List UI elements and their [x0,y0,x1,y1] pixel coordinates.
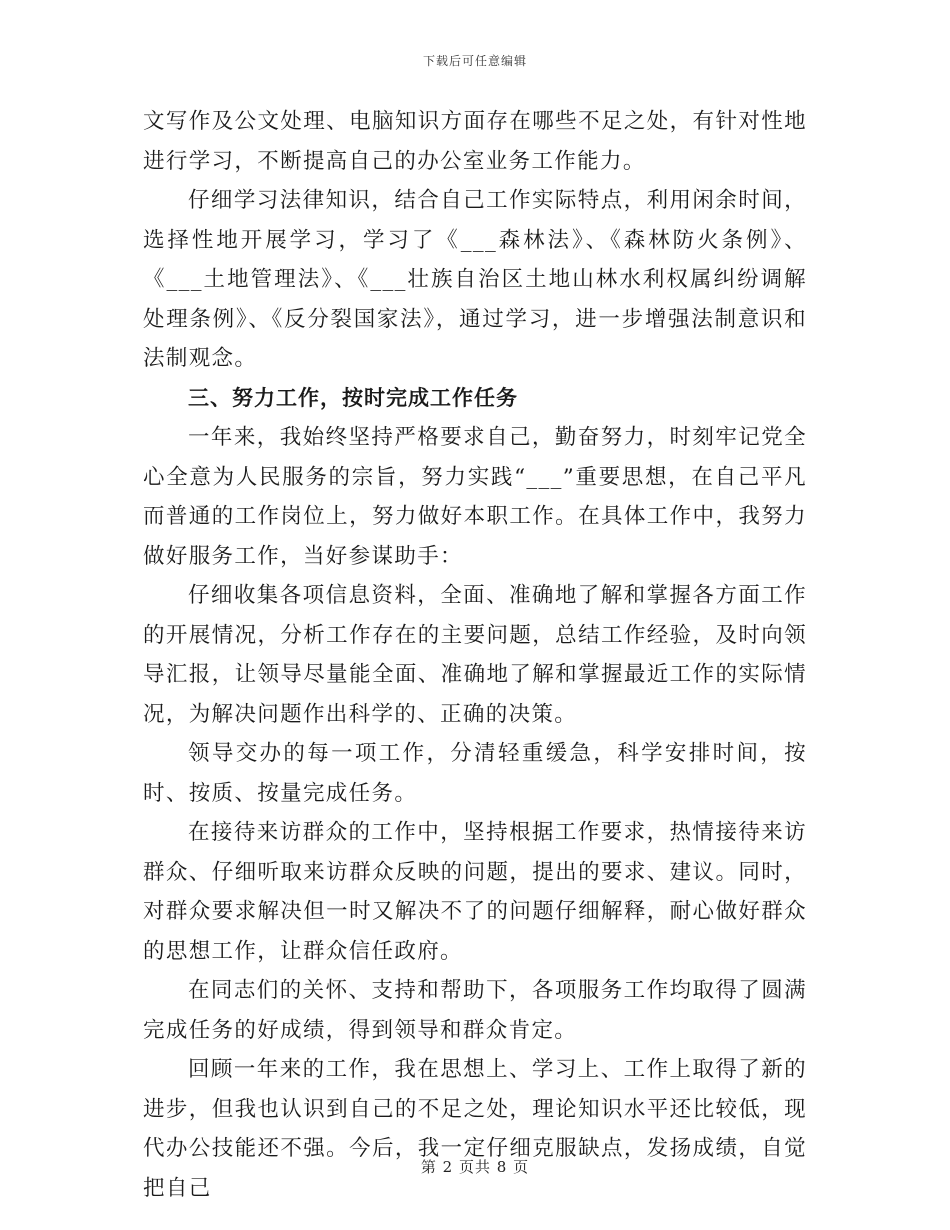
page-footer: 第 2 页共 8 页 [420,1158,530,1176]
paragraph-review: 回顾一年来的工作，我在思想上、学习上、工作上取得了新的进步，但我也认识到自己的不足之处，理论知识水平还比较低，现代办公技能还不强。今后，我一定仔细克服缺点，发扬成绩，自觉把自己 [143,1057,807,1201]
paragraph-achievements: 在同志们的关怀、支持和帮助下，各项服务工作均取得了圆满完成任务的好成绩，得到领导和群众肯定。 [143,978,807,1043]
paragraph-continuation: 文写作及公文处理、电脑知识方面存在哪些不足之处，有针对性地进行学习，不断提高自己的办公室业务工作能力。 [143,109,807,174]
paragraph-work-attitude: 一年来，我始终坚持严格要求自己，勤奋努力，时刻牢记党全心全意为人民服务的宗旨，努力实践“___”重要思想，在自己平凡而普通的工作岗位上，努力做好本职工作。在具体工作中，我努力做好服务工作，当好参谋助手： [143,425,807,569]
paragraph-visitor-reception: 在接待来访群众的工作中，坚持根据工作要求，热情接待来访群众、仔细听取来访群众反映的问题，提出的要求、建议。同时，对群众要求解决但一时又解决不了的问题仔细解释，耐心做好群众的思想工作，让群众信任政府。 [143,820,807,964]
document-body [143,102,807,1208]
paragraph-info-collection: 仔细收集各项信息资料，全面、准确地了解和掌握各方面工作的开展情况，分析工作存在的主要问题，总结工作经验，及时向领导汇报，让领导尽量能全面、准确地了解和掌握最近工作的实际情况，为解决问题作出科学的、正确的决策。 [143,583,807,727]
page-header: 下载后可任意编辑 [422,54,527,68]
paragraph-assigned-tasks: 领导交办的每一项工作，分清轻重缓急，科学安排时间，按时、按质、按量完成任务。 [143,741,807,806]
paragraph-law-study: 仔细学习法律知识，结合自己工作实际特点，利用闲余时间，选择性地开展学习，学习了《___森林法》、《森林防火条例》、《___土地管理法》、《___壮族自治区土地山林水利权属纠纷调解处理条例》、《反分裂国家法》，通过学习，进一步增强法制意识和法制观念。 [143,188,807,371]
section-heading: 三、努力工作，按时完成工作任务 [188,385,518,410]
